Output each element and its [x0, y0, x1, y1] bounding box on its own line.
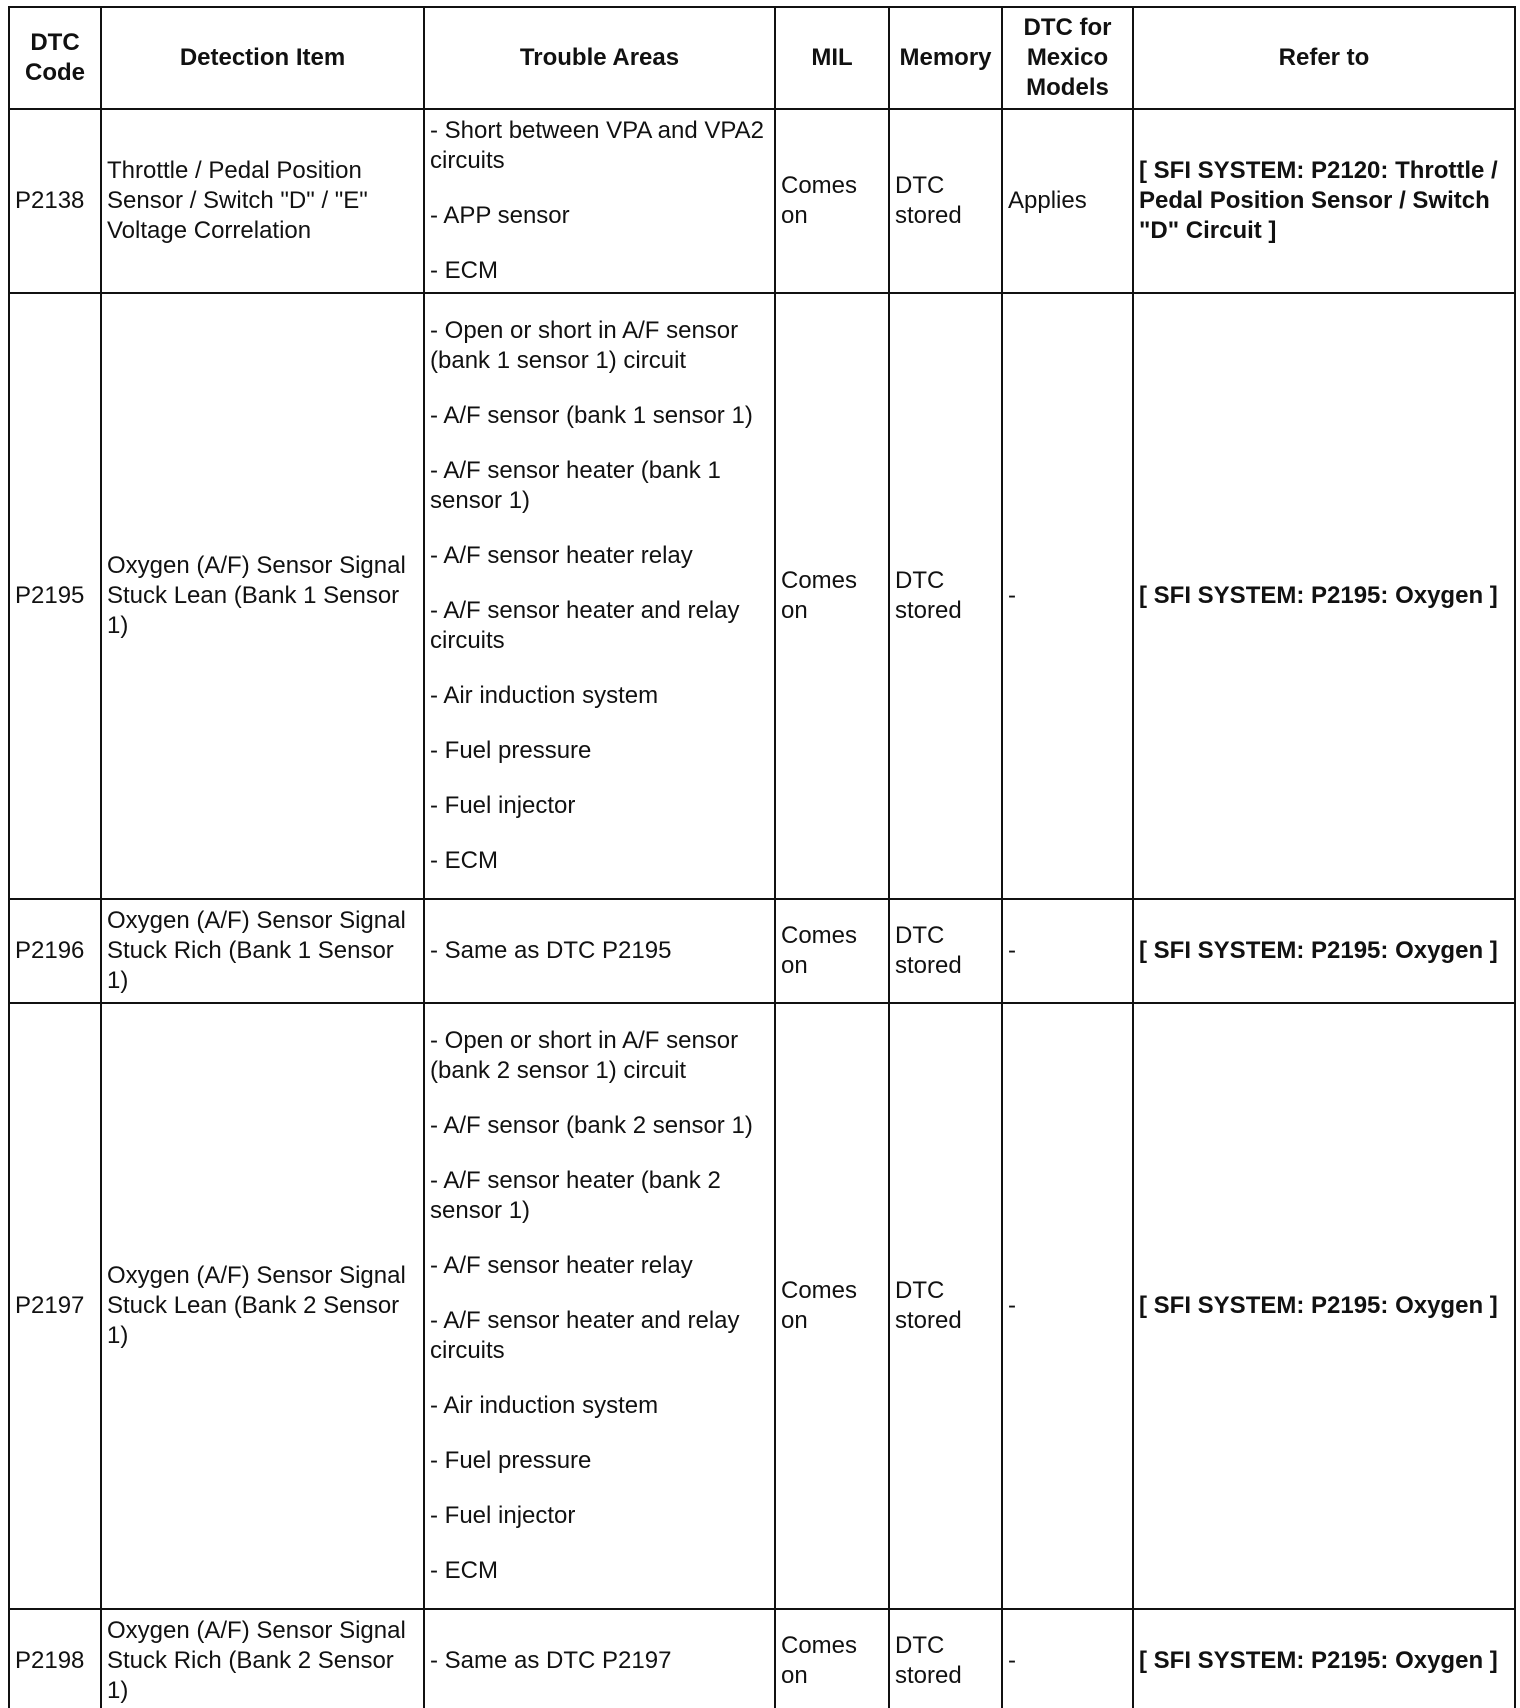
mil-cell: Comes on — [775, 293, 889, 899]
header-refer-to: Refer to — [1133, 7, 1515, 109]
trouble-area-item: - A/F sensor heater (bank 1 sensor 1) — [430, 457, 721, 514]
trouble-area-item: - A/F sensor heater (bank 2 sensor 1) — [430, 1167, 721, 1224]
trouble-area-item: - Open or short in A/F sensor (bank 1 sensor 1) circuit — [430, 317, 739, 374]
refer-link[interactable]: [ SFI SYSTEM: P2195: Oxygen ] — [1133, 293, 1515, 899]
trouble-area-item: - A/F sensor (bank 2 sensor 1) — [430, 1112, 753, 1139]
trouble-area-item: - Air induction system — [430, 1392, 659, 1419]
trouble-area-item: - A/F sensor (bank 1 sensor 1) — [430, 402, 753, 429]
trouble-area-item: - ECM — [430, 847, 498, 874]
detection-item-cell: Oxygen (A/F) Sensor Signal Stuck Lean (Bank 2 Sensor 1) — [101, 1003, 424, 1609]
header-memory: Memory — [889, 7, 1002, 109]
trouble-area-item: - Fuel pressure — [430, 1447, 592, 1474]
detection-item-cell: Throttle / Pedal Position Sensor / Switch "D" / "E" Voltage Correlation — [101, 109, 424, 293]
trouble-area-item: - Fuel injector — [430, 1502, 576, 1529]
header-detection-item: Detection Item — [101, 7, 424, 109]
trouble-area-item: - Same as DTC P2195 — [430, 937, 672, 964]
mil-cell: Comes on — [775, 1609, 889, 1708]
refer-link[interactable]: [ SFI SYSTEM: P2195: Oxygen ] — [1133, 1003, 1515, 1609]
trouble-area-item: - Short between VPA and VPA2 circuits — [430, 117, 764, 174]
header-mil: MIL — [775, 7, 889, 109]
header-dtc-code: DTC Code — [9, 7, 101, 109]
trouble-area-item: - APP sensor — [430, 202, 570, 229]
table-header-row — [9, 7, 1515, 109]
trouble-areas-cell — [424, 899, 775, 1003]
dtc-code-cell: P2198 — [9, 1609, 101, 1708]
trouble-area-item: - ECM — [430, 1557, 498, 1584]
trouble-area-item: - A/F sensor heater and relay circuits — [430, 1307, 740, 1364]
dtc-code-cell: P2197 — [9, 1003, 101, 1609]
refer-link[interactable]: [ SFI SYSTEM: P2195: Oxygen ] — [1133, 1609, 1515, 1708]
trouble-areas-cell — [424, 1609, 775, 1708]
mexico-cell: Applies — [1002, 109, 1133, 293]
trouble-area-item: - A/F sensor heater and relay circuits — [430, 597, 740, 654]
trouble-area-item: - A/F sensor heater relay — [430, 542, 693, 569]
refer-link[interactable]: [ SFI SYSTEM: P2120: Throttle / Pedal Position Sensor / Switch "D" Circuit ] — [1133, 109, 1515, 293]
trouble-areas-cell — [424, 1003, 775, 1609]
memory-cell: DTC stored — [889, 293, 1002, 899]
trouble-area-item: - Fuel injector — [430, 792, 576, 819]
dtc-code-cell: P2195 — [9, 293, 101, 899]
mexico-cell: - — [1002, 1003, 1133, 1609]
table-row — [9, 293, 1515, 899]
mil-cell: Comes on — [775, 1003, 889, 1609]
memory-cell: DTC stored — [889, 1609, 1002, 1708]
trouble-area-item: - Fuel pressure — [430, 737, 592, 764]
memory-cell: DTC stored — [889, 899, 1002, 1003]
header-trouble-areas: Trouble Areas — [424, 7, 775, 109]
mexico-cell: - — [1002, 1609, 1133, 1708]
detection-item-cell: Oxygen (A/F) Sensor Signal Stuck Rich (Bank 2 Sensor 1) — [101, 1609, 424, 1708]
mil-cell: Comes on — [775, 899, 889, 1003]
mexico-cell: - — [1002, 899, 1133, 1003]
dtc-table — [8, 6, 1516, 1708]
header-dtc-mexico: DTC for Mexico Models — [1002, 7, 1133, 109]
table-row — [9, 109, 1515, 293]
table-row — [9, 1003, 1515, 1609]
trouble-area-item: - Open or short in A/F sensor (bank 2 sensor 1) circuit — [430, 1027, 739, 1084]
detection-item-cell: Oxygen (A/F) Sensor Signal Stuck Rich (Bank 1 Sensor 1) — [101, 899, 424, 1003]
dtc-code-cell: P2138 — [9, 109, 101, 293]
dtc-code-cell: P2196 — [9, 899, 101, 1003]
refer-link[interactable]: [ SFI SYSTEM: P2195: Oxygen ] — [1133, 899, 1515, 1003]
table-row — [9, 1609, 1515, 1708]
table-row — [9, 899, 1515, 1003]
detection-item-cell: Oxygen (A/F) Sensor Signal Stuck Lean (Bank 1 Sensor 1) — [101, 293, 424, 899]
trouble-area-item: - A/F sensor heater relay — [430, 1252, 693, 1279]
trouble-areas-cell — [424, 293, 775, 899]
memory-cell: DTC stored — [889, 1003, 1002, 1609]
trouble-area-item: - Air induction system — [430, 682, 659, 709]
mexico-cell: - — [1002, 293, 1133, 899]
trouble-areas-cell — [424, 109, 775, 293]
trouble-area-item: - Same as DTC P2197 — [430, 1647, 672, 1674]
trouble-area-item: - ECM — [430, 257, 498, 284]
mil-cell: Comes on — [775, 109, 889, 293]
memory-cell: DTC stored — [889, 109, 1002, 293]
